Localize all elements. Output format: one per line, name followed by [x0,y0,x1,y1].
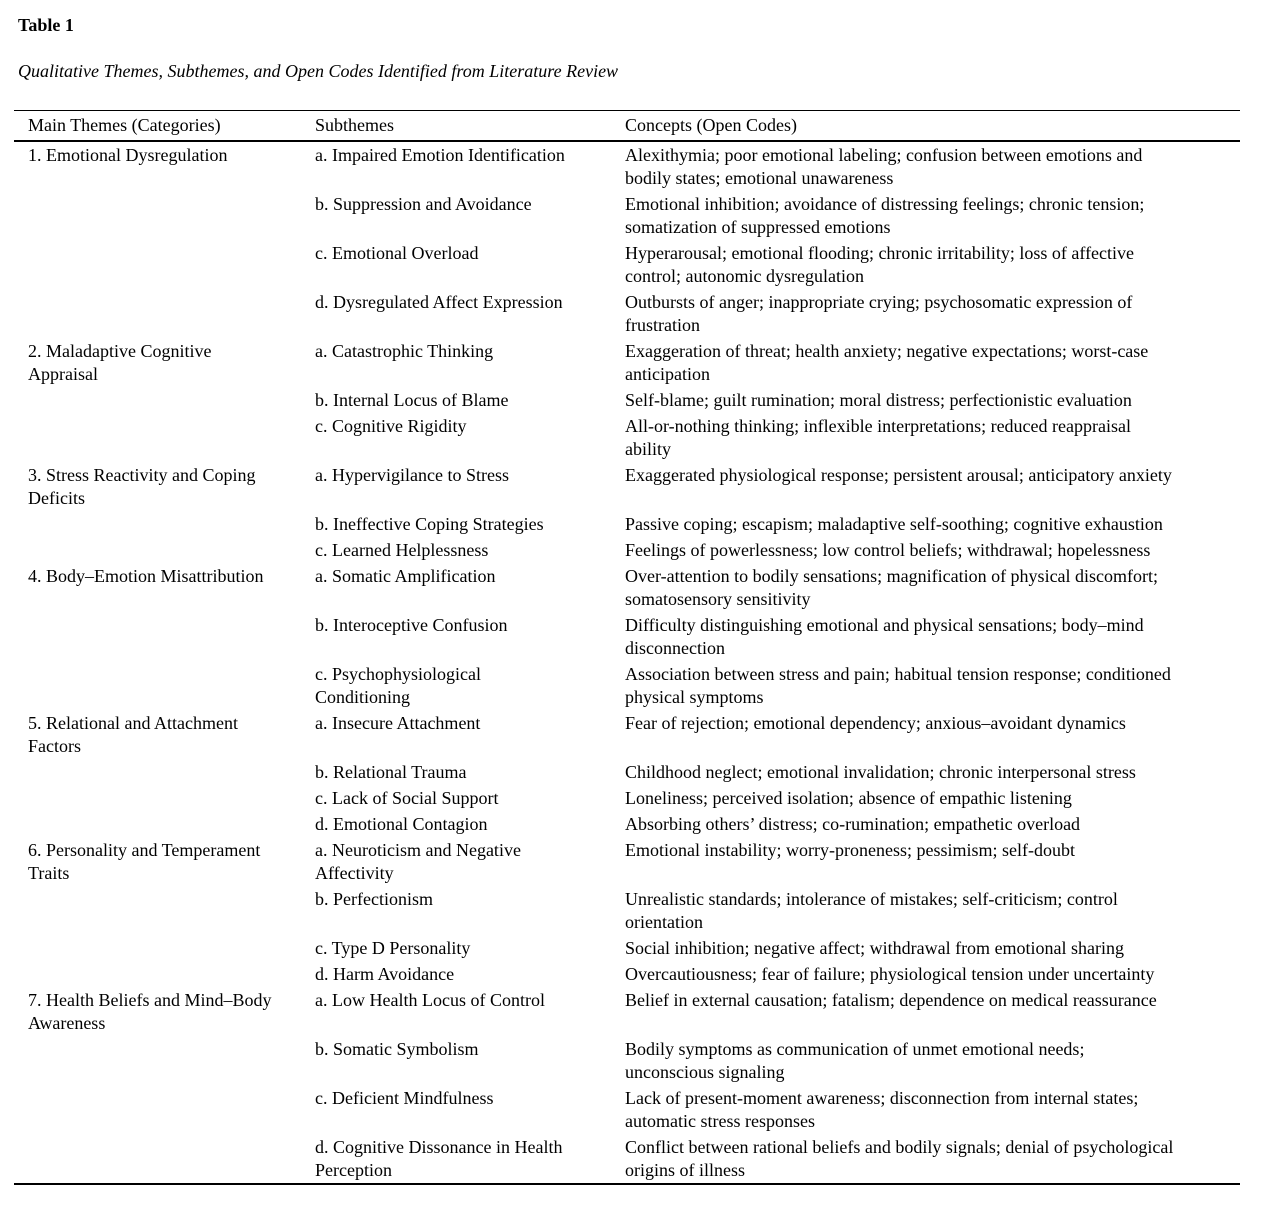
concepts-cell: Belief in external causation; fatalism; dependence on medical reassurance [625,990,1157,1010]
table-row [14,240,1240,289]
subtheme-cell: d. Emotional Contagion [315,814,488,834]
theme-cell [14,785,315,811]
theme-cell [14,387,315,413]
theme-cell [14,511,315,537]
subtheme-cell: c. Lack of Social Support [315,788,499,808]
subtheme-cell: b. Suppression and Avoidance [315,194,532,214]
subtheme-cell: d. Harm Avoidance [315,964,455,984]
theme-cell: 6. Personality and Temperament Traits [28,840,261,883]
concepts-cell: Overcautiousness; fear of failure; physiological tension under uncertainty [625,964,1155,984]
table-row [14,886,1240,935]
table-row [14,563,1240,612]
table-row [14,961,1240,987]
theme-cell [14,537,315,563]
subtheme-cell: a. Somatic Amplification [315,566,496,586]
subtheme-cell: c. Emotional Overload [315,243,479,263]
subtheme-cell: b. Ineffective Coping Strategies [315,514,544,534]
header-row [14,111,1240,142]
concepts-cell: Self-blame; guilt rumination; moral distress; perfectionistic evaluation [625,390,1132,410]
table-row [14,387,1240,413]
theme-cell [14,1036,315,1085]
concepts-cell: Hyperarousal; emotional flooding; chronic irritability; loss of affective control; autonomic dysregulation [625,243,1135,286]
table-row [14,837,1240,886]
table-row [14,935,1240,961]
table-row [14,413,1240,462]
table-row [14,289,1240,338]
concepts-cell: Loneliness; perceived isolation; absence of empathic listening [625,788,1072,808]
concepts-cell: Childhood neglect; emotional invalidation; chronic interpersonal stress [625,762,1136,782]
theme-cell [14,191,315,240]
theme-cell [14,1134,315,1184]
subtheme-cell: a. Insecure Attachment [315,713,481,733]
concepts-cell: Absorbing others’ distress; co-rumination; empathetic overload [625,814,1081,834]
theme-cell [14,289,315,338]
subtheme-cell: b. Perfectionism [315,889,433,909]
theme-cell [14,413,315,462]
theme-cell: 1. Emotional Dysregulation [28,145,228,165]
concepts-cell: Outbursts of anger; inappropriate crying; psychosomatic expression of frustration [625,292,1133,335]
concepts-cell: Difficulty distinguishing emotional and physical sensations; body–mind disconnection [625,615,1144,658]
table-label: Table 1 [18,15,74,35]
concepts-cell: Association between stress and pain; habitual tension response; conditioned physical symptoms [625,664,1171,707]
theme-cell [14,1085,315,1134]
theme-cell: 7. Health Beliefs and Mind–Body Awareness [28,990,272,1033]
column-header-subthemes: Subthemes [315,111,625,142]
concepts-cell: All-or-nothing thinking; inflexible interpretations; reduced reappraisal ability [625,416,1131,459]
subtheme-cell: b. Interoceptive Confusion [315,615,508,635]
concepts-cell: Feelings of powerlessness; low control beliefs; withdrawal; hopelessness [625,540,1151,560]
subtheme-cell: c. Type D Personality [315,938,471,958]
table-row [14,811,1240,837]
table-caption: Qualitative Themes, Subthemes, and Open Codes Identified from Literature Review [18,61,619,81]
themes-table [14,110,1240,1185]
subtheme-cell: a. Catastrophic Thinking [315,341,494,361]
concepts-cell: Passive coping; escapism; maladaptive self-soothing; cognitive exhaustion [625,514,1163,534]
table-row [14,1036,1240,1085]
table-row [14,785,1240,811]
theme-cell: 5. Relational and Attachment Factors [28,713,238,756]
document-page [14,14,1240,1185]
theme-cell [14,240,315,289]
subtheme-cell: a. Low Health Locus of Control [315,990,545,1010]
subtheme-cell: d. Cognitive Dissonance in Health Perception [315,1137,563,1180]
table-row [14,511,1240,537]
column-header-concepts: Concepts (Open Codes) [625,111,1240,142]
subtheme-cell: c. Psychophysiological Conditioning [315,664,481,707]
table-row [14,612,1240,661]
table-row [14,661,1240,710]
subtheme-cell: c. Deficient Mindfulness [315,1088,494,1108]
subtheme-cell: c. Cognitive Rigidity [315,416,467,436]
table-row [14,759,1240,785]
table-row [14,710,1240,759]
column-header-main-themes: Main Themes (Categories) [14,111,315,142]
theme-cell: 2. Maladaptive Cognitive Appraisal [28,341,212,384]
concepts-cell: Emotional instability; worry-proneness; pessimism; self-doubt [625,840,1075,860]
concepts-cell: Social inhibition; negative affect; withdrawal from emotional sharing [625,938,1125,958]
table-row [14,987,1240,1036]
subtheme-cell: a. Neuroticism and Negative Affectivity [315,840,521,883]
subtheme-cell: b. Somatic Symbolism [315,1039,479,1059]
theme-cell [14,935,315,961]
theme-cell [14,886,315,935]
subtheme-cell: b. Internal Locus of Blame [315,390,509,410]
theme-cell [14,759,315,785]
concepts-cell: Alexithymia; poor emotional labeling; confusion between emotions and bodily states; emotional unawareness [625,145,1143,188]
table-row [14,462,1240,511]
subtheme-cell: a. Impaired Emotion Identification [315,145,565,165]
subtheme-cell: c. Learned Helplessness [315,540,489,560]
theme-cell [14,811,315,837]
concepts-cell: Exaggeration of threat; health anxiety; negative expectations; worst-case anticipation [625,341,1149,384]
theme-cell: 4. Body–Emotion Misattribution [28,566,264,586]
theme-cell: 3. Stress Reactivity and Coping Deficits [28,465,256,508]
table-row [14,141,1240,191]
concepts-cell: Emotional inhibition; avoidance of distressing feelings; chronic tension; somatization of suppressed emotions [625,194,1145,237]
theme-cell [14,661,315,710]
concepts-cell: Exaggerated physiological response; persistent arousal; anticipatory anxiety [625,465,1172,485]
table-row [14,338,1240,387]
concepts-cell: Over-attention to bodily sensations; magnification of physical discomfort; somatosensory sensitivity [625,566,1159,609]
subtheme-cell: d. Dysregulated Affect Expression [315,292,563,312]
concepts-cell: Conflict between rational beliefs and bodily signals; denial of psychological origins of illness [625,1137,1174,1180]
concepts-cell: Unrealistic standards; intolerance of mistakes; self-criticism; control orientation [625,889,1118,932]
concepts-cell: Lack of present-moment awareness; disconnection from internal states; automatic stress responses [625,1088,1139,1131]
theme-cell [14,961,315,987]
table-row [14,1134,1240,1184]
concepts-cell: Bodily symptoms as communication of unmet emotional needs; unconscious signaling [625,1039,1085,1082]
theme-cell [14,612,315,661]
table-row [14,537,1240,563]
concepts-cell: Fear of rejection; emotional dependency; anxious–avoidant dynamics [625,713,1126,733]
table-row [14,1085,1240,1134]
subtheme-cell: a. Hypervigilance to Stress [315,465,509,485]
subtheme-cell: b. Relational Trauma [315,762,467,782]
table-row [14,191,1240,240]
